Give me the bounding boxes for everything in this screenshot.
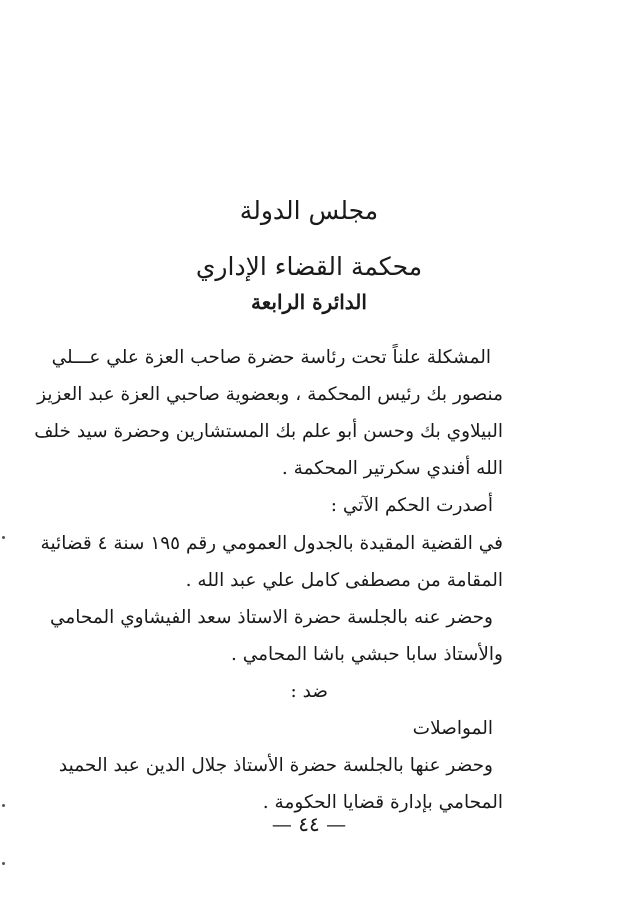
body-line: ضد : [290,681,328,702]
body-line: البيلاوي بك وحسن أبو علم بك المستشارين وحضرة سيد خلف [34,421,503,442]
circuit-name: الدائرة الرابعة [251,290,367,314]
judgment-body [34,339,503,821]
body-line: المواصلات [412,718,493,739]
body-line: والأستاذ سابا حبشي باشا المحامي . [230,644,503,665]
body-line: منصور بك رئيس المحكمة ، وبعضوية صاحبي العزة عبد العزيز [37,384,503,405]
body-line: المقامة من مصطفى كامل علي عبد الله . [185,570,503,591]
body-line: في القضية المقيدة بالجدول العمومي رقم ١٩٥ سنة ٤ قضائية [40,533,503,554]
body-line: المشكلة علناً تحت رئاسة حضرة صاحب العزة علي عـــلي [51,347,491,368]
page-number: — ٤٤ — [271,812,347,836]
scan-speck [2,536,5,539]
court-name: محكمة القضاء الإداري [195,252,423,281]
body-line: الله أفندي سكرتير المحكمة . [281,458,503,479]
body-line: المحامي بإدارة قضايا الحكومة . [262,792,503,813]
scan-speck [2,862,5,865]
body-line: أصدرت الحكم الآتي : [330,495,493,516]
page-title: مجلس الدولة [239,196,379,225]
scan-speck [2,804,5,807]
body-line: وحضر عنه بالجلسة حضرة الاستاذ سعد الفيشاوي المحامي [49,607,493,628]
body-line: وحضر عنها بالجلسة حضرة الأستاذ جلال الدين عبد الحميد [58,755,493,776]
